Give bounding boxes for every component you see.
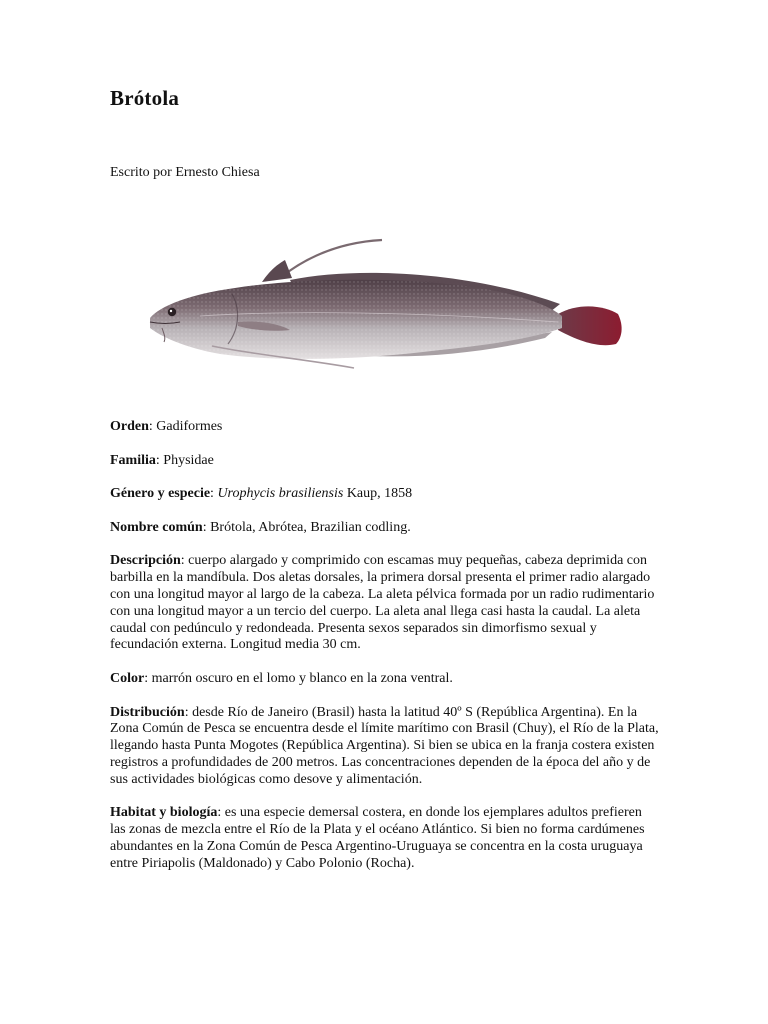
color-field <box>110 671 660 688</box>
familia-label: Familia <box>110 452 156 468</box>
author-line: Escrito por Ernesto Chiesa <box>110 165 260 180</box>
species-details <box>110 419 660 889</box>
descripcion-label: Descripción <box>110 553 181 569</box>
familia-field <box>110 453 660 470</box>
dorsal-ray <box>280 240 382 278</box>
genero-field <box>110 486 660 503</box>
habitat-value: : es una especie demersal costera, en donde los ejemplares adultos prefieren las zonas de mezcla entre el Río de la Plata y el océano Atlántico. Si bien no forma cardúmenes abundantes en la Zona Común de Pesca Argentino-Uruguaya se concentra en la costa uruguaya entre Piriapolis (Maldonado) y Cabo Polonio (Rocha). <box>110 805 645 871</box>
genero-value: Kaup, 1858 <box>343 486 413 502</box>
nombre-label: Nombre común <box>110 519 203 535</box>
habitat-label: Habitat y biología <box>110 805 218 821</box>
distribucion-field <box>110 705 660 789</box>
first-dorsal-fin <box>262 260 292 282</box>
color-label: Color <box>110 670 145 686</box>
nombre-value: : Brótola, Abrótea, Brazilian codling. <box>202 519 411 535</box>
distribucion-label: Distribución <box>110 704 185 720</box>
nombre-field <box>110 520 660 537</box>
fish-illustration <box>140 232 630 382</box>
genero-separator: : <box>210 486 218 502</box>
orden-value: : Gadiformes <box>148 419 223 434</box>
familia-value: : Physidae <box>155 452 214 468</box>
habitat-field <box>110 805 660 872</box>
caudal-fin <box>558 306 622 345</box>
descripcion-value: : cuerpo alargado y comprimido con escamas muy pequeñas, cabeza deprimida con barbilla en la mandíbula. Dos aletas dorsales, la primera dorsal presenta el primer radio alargado con una longitud mayor al largo de la cabeza. La aleta pélvica formada por un radio rudimentario con una longitud mayor a un tercio del cuerpo. La aleta anal llega casi hasta la caudal. La aleta caudal con pedúnculo y redondeada. Presenta sexos separados sin dimorfismo sexual y fecundación externa. Longitud media 30 cm. <box>110 553 655 653</box>
scientific-name: Urophycis brasiliensis <box>217 486 344 502</box>
orden-label: Orden <box>110 419 149 434</box>
genero-label: Género y especie <box>110 486 211 502</box>
distribucion-value: : desde Río de Janeiro (Brasil) hasta la latitud 40º S (República Argentina). En la Zona Común de Pesca se encuentra desde el límite marítimo con Brasil (Chuy), el Río de la Plata, llegando hasta Punta Mogotes (República Argentina). Si bien se ubica en la franja costera existen registros a profundidades de 200 metros. Las concentraciones dependen de la época del año y de sus actividades biológicas como desove y alimentación. <box>110 704 659 787</box>
fish-eye <box>168 308 176 316</box>
color-value: : marrón oscuro en el lomo y blanco en la zona ventral. <box>144 670 453 686</box>
orden-field <box>110 419 660 436</box>
descripcion-field <box>110 553 660 654</box>
page-title: Brótola <box>110 86 180 110</box>
